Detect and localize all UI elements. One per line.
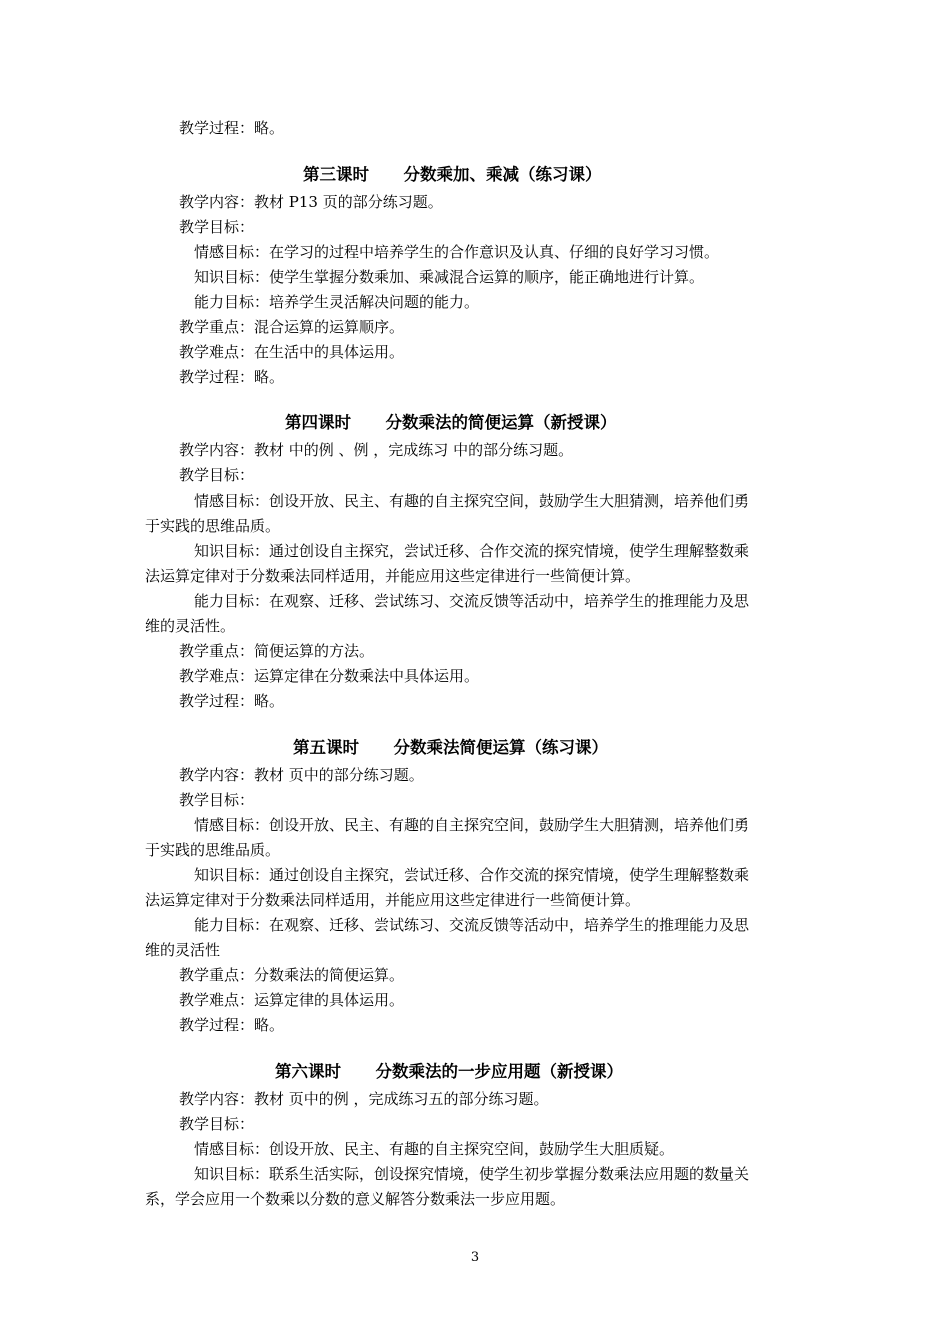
text-line: 知识目标：通过创设自主探究，尝试迁移、合作交流的探究情境，使学生理解整数乘	[194, 866, 750, 884]
text-line: 教学过程：略。	[179, 119, 285, 137]
text-line: 教学重点：混合运算的运算顺序。	[179, 318, 405, 336]
section-heading-lesson-4: 第四课时 分数乘法的简便运算（新授课）	[285, 413, 617, 432]
text-line: 于实践的思维品质。	[145, 517, 281, 535]
text-line: 教学难点：在生活中的具体运用。	[179, 343, 405, 361]
text-line: 情感目标：创设开放、民主、有趣的自主探究空间，鼓励学生大胆质疑。	[194, 1140, 675, 1158]
text-line: 教学过程：略。	[179, 368, 285, 386]
text-line: 能力目标：在观察、迁移、尝试练习、交流反馈等活动中，培养学生的推理能力及思	[194, 592, 750, 610]
text-line: 知识目标：联系生活实际，创设探究情境，使学生初步掌握分数乘法应用题的数量关	[194, 1165, 750, 1183]
text-line: 教学重点：分数乘法的简便运算。	[179, 966, 405, 984]
section-heading-lesson-3: 第三课时 分数乘加、乘减（练习课）	[303, 165, 602, 184]
text-line: 维的灵活性	[145, 941, 221, 959]
text-line: 教学难点：运算定律的具体运用。	[179, 991, 405, 1009]
text-line: 教学内容：教材 P13 页的部分练习题。	[179, 193, 443, 211]
text-line: 知识目标：通过创设自主探究，尝试迁移、合作交流的探究情境，使学生理解整数乘	[194, 542, 750, 560]
text-line: 能力目标：培养学生灵活解决问题的能力。	[194, 293, 480, 311]
text-line: 能力目标：在观察、迁移、尝试练习、交流反馈等活动中，培养学生的推理能力及思	[194, 916, 750, 934]
text-line: 教学难点：运算定律在分数乘法中具体运用。	[179, 667, 480, 685]
text-line: 教学目标：	[179, 218, 255, 236]
text-line: 于实践的思维品质。	[145, 841, 281, 859]
text-line: 教学目标：	[179, 791, 255, 809]
text-line: 情感目标：在学习的过程中培养学生的合作意识及认真、仔细的良好学习习惯。	[194, 243, 720, 261]
section-heading-lesson-5: 第五课时 分数乘法简便运算（练习课）	[293, 738, 608, 757]
text-line: 教学过程：略。	[179, 692, 285, 710]
section-heading-lesson-6: 第六课时 分数乘法的一步应用题（新授课）	[275, 1062, 623, 1081]
text-line: 系，学会应用一个数乘以分数的意义解答分数乘法一步应用题。	[145, 1190, 566, 1208]
text-line: 教学内容：教材 中的例 、例 ，完成练习 中的部分练习题。	[179, 441, 574, 459]
text-line: 教学内容：教材 页中的部分练习题。	[179, 766, 424, 784]
text-line: 教学过程：略。	[179, 1016, 285, 1034]
text-line: 教学目标：	[179, 466, 255, 484]
text-line: 知识目标：使学生掌握分数乘加、乘减混合运算的顺序，能正确地进行计算。	[194, 268, 705, 286]
text-line: 情感目标：创设开放、民主、有趣的自主探究空间，鼓励学生大胆猜测，培养他们勇	[194, 492, 750, 510]
page-number: 3	[470, 1250, 480, 1265]
text-line: 维的灵活性。	[145, 617, 236, 635]
text-line: 法运算定律对于分数乘法同样适用，并能应用这些定律进行一些简便计算。	[145, 567, 641, 585]
text-line: 法运算定律对于分数乘法同样适用，并能应用这些定律进行一些简便计算。	[145, 891, 641, 909]
text-line: 教学目标：	[179, 1115, 255, 1133]
text-line: 教学内容：教材 页中的例 ，完成练习五的部分练习题。	[179, 1090, 549, 1108]
text-line: 教学重点：简便运算的方法。	[179, 642, 375, 660]
text-line: 情感目标：创设开放、民主、有趣的自主探究空间，鼓励学生大胆猜测，培养他们勇	[194, 816, 750, 834]
